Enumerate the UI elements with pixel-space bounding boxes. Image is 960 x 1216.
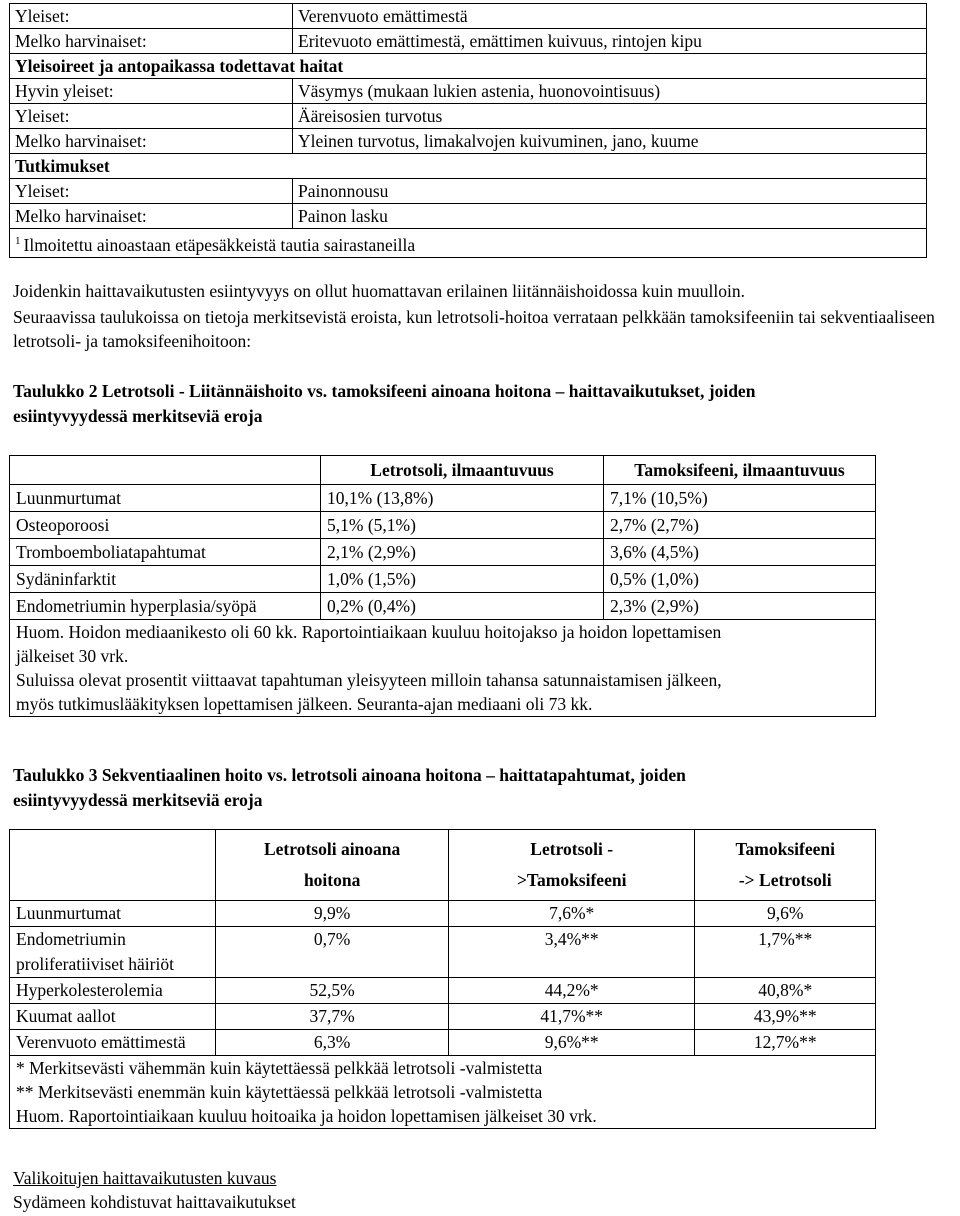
table2-title-line1: Taulukko 2 Letrotsoli - Liitännäishoito vs. tamoksifeeni ainoana hoitona – haittavaikutukset, joiden bbox=[13, 381, 756, 401]
table-row bbox=[10, 104, 927, 129]
table3-cell: Endometriumin proliferatiiviset häiriöt bbox=[10, 927, 216, 978]
table3-cell: 9,9% bbox=[216, 901, 449, 927]
table2-cell: 3,6% (4,5%) bbox=[604, 539, 876, 566]
table2-cell: 2,1% (2,9%) bbox=[321, 539, 604, 566]
table2-title-line2: esiintyvyydessä merkitseviä eroja bbox=[13, 406, 263, 426]
table3-title-line1: Taulukko 3 Sekventiaalinen hoito vs. letrotsoli ainoana hoitona – haittatapahtumat, joiden bbox=[13, 765, 686, 785]
table1-effect-value: Painon lasku bbox=[293, 204, 927, 229]
table3-cell: 43,9%** bbox=[695, 1004, 876, 1030]
table2-cell: Osteoporoosi bbox=[10, 512, 321, 539]
table3-cell: Luunmurtumat bbox=[10, 901, 216, 927]
table-row bbox=[10, 79, 927, 104]
table2-cell: Endometriumin hyperplasia/syöpä bbox=[10, 593, 321, 620]
table2-header-cell: Letrotsoli, ilmaantuvuus bbox=[321, 456, 604, 485]
footnote-marker: 1 bbox=[15, 235, 21, 247]
table3-cell: 37,7% bbox=[216, 1004, 449, 1030]
table2-note-2: Suluissa olevat prosentit viittaavat tapahtuman yleisyyteen milloin tahansa satunnaistamisen jälkeen, myös tutkimuslääkityksen lopettamisen jälkeen. Seuranta-ajan mediaani oli 73 kk. bbox=[16, 670, 722, 714]
table2-header-row bbox=[10, 456, 876, 485]
table1-frequency-label: Hyvin yleiset: bbox=[10, 79, 293, 104]
table3-cell: 12,7%** bbox=[695, 1030, 876, 1056]
table3-header-cell bbox=[10, 830, 216, 901]
table1-section-row bbox=[10, 154, 927, 179]
table2-cell: 1,0% (1,5%) bbox=[321, 566, 604, 593]
table1-effect-value: Väsymys (mukaan lukien astenia, huonovointisuus) bbox=[293, 79, 927, 104]
table1-frequency-label: Yleiset: bbox=[10, 4, 293, 29]
table1-effect-value: Eritevuoto emättimestä, emättimen kuivuus, rintojen kipu bbox=[293, 29, 927, 54]
table1-footnote-row bbox=[10, 229, 927, 258]
table-row bbox=[10, 927, 876, 978]
table1-frequency-label: Yleiset: bbox=[10, 179, 293, 204]
table1-section-row bbox=[10, 54, 927, 79]
table1-effect-value: Verenvuoto emättimestä bbox=[293, 4, 927, 29]
table-row bbox=[10, 204, 927, 229]
table3-title-line2: esiintyvyydessä merkitseviä eroja bbox=[13, 790, 263, 810]
table2-cell: 0,5% (1,0%) bbox=[604, 566, 876, 593]
table-row bbox=[10, 539, 876, 566]
table2-cell: 7,1% (10,5%) bbox=[604, 485, 876, 512]
table3-cell: 9,6% bbox=[695, 901, 876, 927]
table3-header-row bbox=[10, 830, 876, 901]
table3 bbox=[9, 829, 876, 1129]
table3-note-1: * Merkitsevästi vähemmän kuin käytettäessä pelkkää letrotsoli -valmistetta bbox=[16, 1058, 543, 1078]
table3-cell: Hyperkolesterolemia bbox=[10, 978, 216, 1004]
table1-frequency-label: Melko harvinaiset: bbox=[10, 129, 293, 154]
table1-frequency-label: Melko harvinaiset: bbox=[10, 204, 293, 229]
section-heading: Valikoitujen haittavaikutusten kuvaus bbox=[13, 1168, 277, 1188]
adverse-effects-table bbox=[9, 3, 927, 258]
table-row bbox=[10, 1004, 876, 1030]
table-row bbox=[10, 593, 876, 620]
table2-cell: 5,1% (5,1%) bbox=[321, 512, 604, 539]
table2-note-row bbox=[10, 620, 876, 717]
table1-footnote: Ilmoitettu ainoastaan etäpesäkkeistä tautia sairastaneilla bbox=[23, 234, 416, 255]
table1-section-title: Tutkimukset bbox=[10, 154, 927, 179]
table2-cell: Tromboemboliatapahtumat bbox=[10, 539, 321, 566]
table3-note-2: ** Merkitsevästi enemmän kuin käytettäessä pelkkää letrotsoli -valmistetta bbox=[16, 1082, 543, 1102]
table3-cell: 6,3% bbox=[216, 1030, 449, 1056]
paragraph-2: Seuraavissa taulukoissa on tietoja merkitsevistä eroista, kun letrotsoli-hoitoa verrataan pelkkään tamoksifeeniin tai sekventiaaliseen letrotsoli- ja tamoksifeenihoitoon: bbox=[13, 307, 935, 351]
table3-cell: 1,7%** bbox=[695, 927, 876, 978]
table2-header-cell bbox=[10, 456, 321, 485]
table2 bbox=[9, 455, 876, 717]
table3-cell: 9,6%** bbox=[448, 1030, 695, 1056]
table2-header-cell: Tamoksifeeni, ilmaantuvuus bbox=[604, 456, 876, 485]
table-row bbox=[10, 566, 876, 593]
table3-cell: 7,6%* bbox=[448, 901, 695, 927]
paragraph-1: Joidenkin haittavaikutusten esiintyvyys on ollut huomattavan erilainen liitännäishoidossa kuin muulloin. bbox=[13, 281, 745, 301]
table3-cell: 44,2%* bbox=[448, 978, 695, 1004]
table1-effect-value: Yleinen turvotus, limakalvojen kuivuminen, jano, kuume bbox=[293, 129, 927, 154]
table-row bbox=[10, 512, 876, 539]
table3-cell: 0,7% bbox=[216, 927, 449, 978]
table2-cell: Sydäninfarktit bbox=[10, 566, 321, 593]
table2-note-1: Huom. Hoidon mediaanikesto oli 60 kk. Raportointiaikaan kuuluu hoitojakso ja hoidon lopettamisen jälkeiset 30 vrk. bbox=[16, 622, 722, 666]
table3-note-row bbox=[10, 1056, 876, 1129]
table-row bbox=[10, 978, 876, 1004]
table1-effect-value: Painonnousu bbox=[293, 179, 927, 204]
table1-frequency-label: Yleiset: bbox=[10, 104, 293, 129]
table3-cell: 52,5% bbox=[216, 978, 449, 1004]
table-row bbox=[10, 485, 876, 512]
table-row bbox=[10, 4, 927, 29]
table3-header-cell: Letrotsoli - >Tamoksifeeni bbox=[448, 830, 695, 901]
table1-section-title: Yleisoireet ja antopaikassa todettavat haitat bbox=[10, 54, 927, 79]
table3-header-cell: Letrotsoli ainoana hoitona bbox=[216, 830, 449, 901]
table3-note-3: Huom. Raportointiaikaan kuuluu hoitoaika ja hoidon lopettamisen jälkeiset 30 vrk. bbox=[16, 1106, 597, 1126]
table2-cell: 10,1% (13,8%) bbox=[321, 485, 604, 512]
table-row bbox=[10, 29, 927, 54]
table3-cell: 41,7%** bbox=[448, 1004, 695, 1030]
table3-cell: Verenvuoto emättimestä bbox=[10, 1030, 216, 1056]
table1-frequency-label: Melko harvinaiset: bbox=[10, 29, 293, 54]
table-row bbox=[10, 901, 876, 927]
table3-cell: Kuumat aallot bbox=[10, 1004, 216, 1030]
table3-cell: 3,4%** bbox=[448, 927, 695, 978]
table3-cell: 40,8%* bbox=[695, 978, 876, 1004]
table-row bbox=[10, 179, 927, 204]
table2-cell: 0,2% (0,4%) bbox=[321, 593, 604, 620]
table2-cell: Luunmurtumat bbox=[10, 485, 321, 512]
table1-effect-value: Ääreisosien turvotus bbox=[293, 104, 927, 129]
table3-header-cell: Tamoksifeeni -> Letrotsoli bbox=[695, 830, 876, 901]
table2-cell: 2,7% (2,7%) bbox=[604, 512, 876, 539]
section-subheading: Sydämeen kohdistuvat haittavaikutukset bbox=[13, 1192, 296, 1212]
table-row bbox=[10, 129, 927, 154]
table2-cell: 2,3% (2,9%) bbox=[604, 593, 876, 620]
table-row bbox=[10, 1030, 876, 1056]
